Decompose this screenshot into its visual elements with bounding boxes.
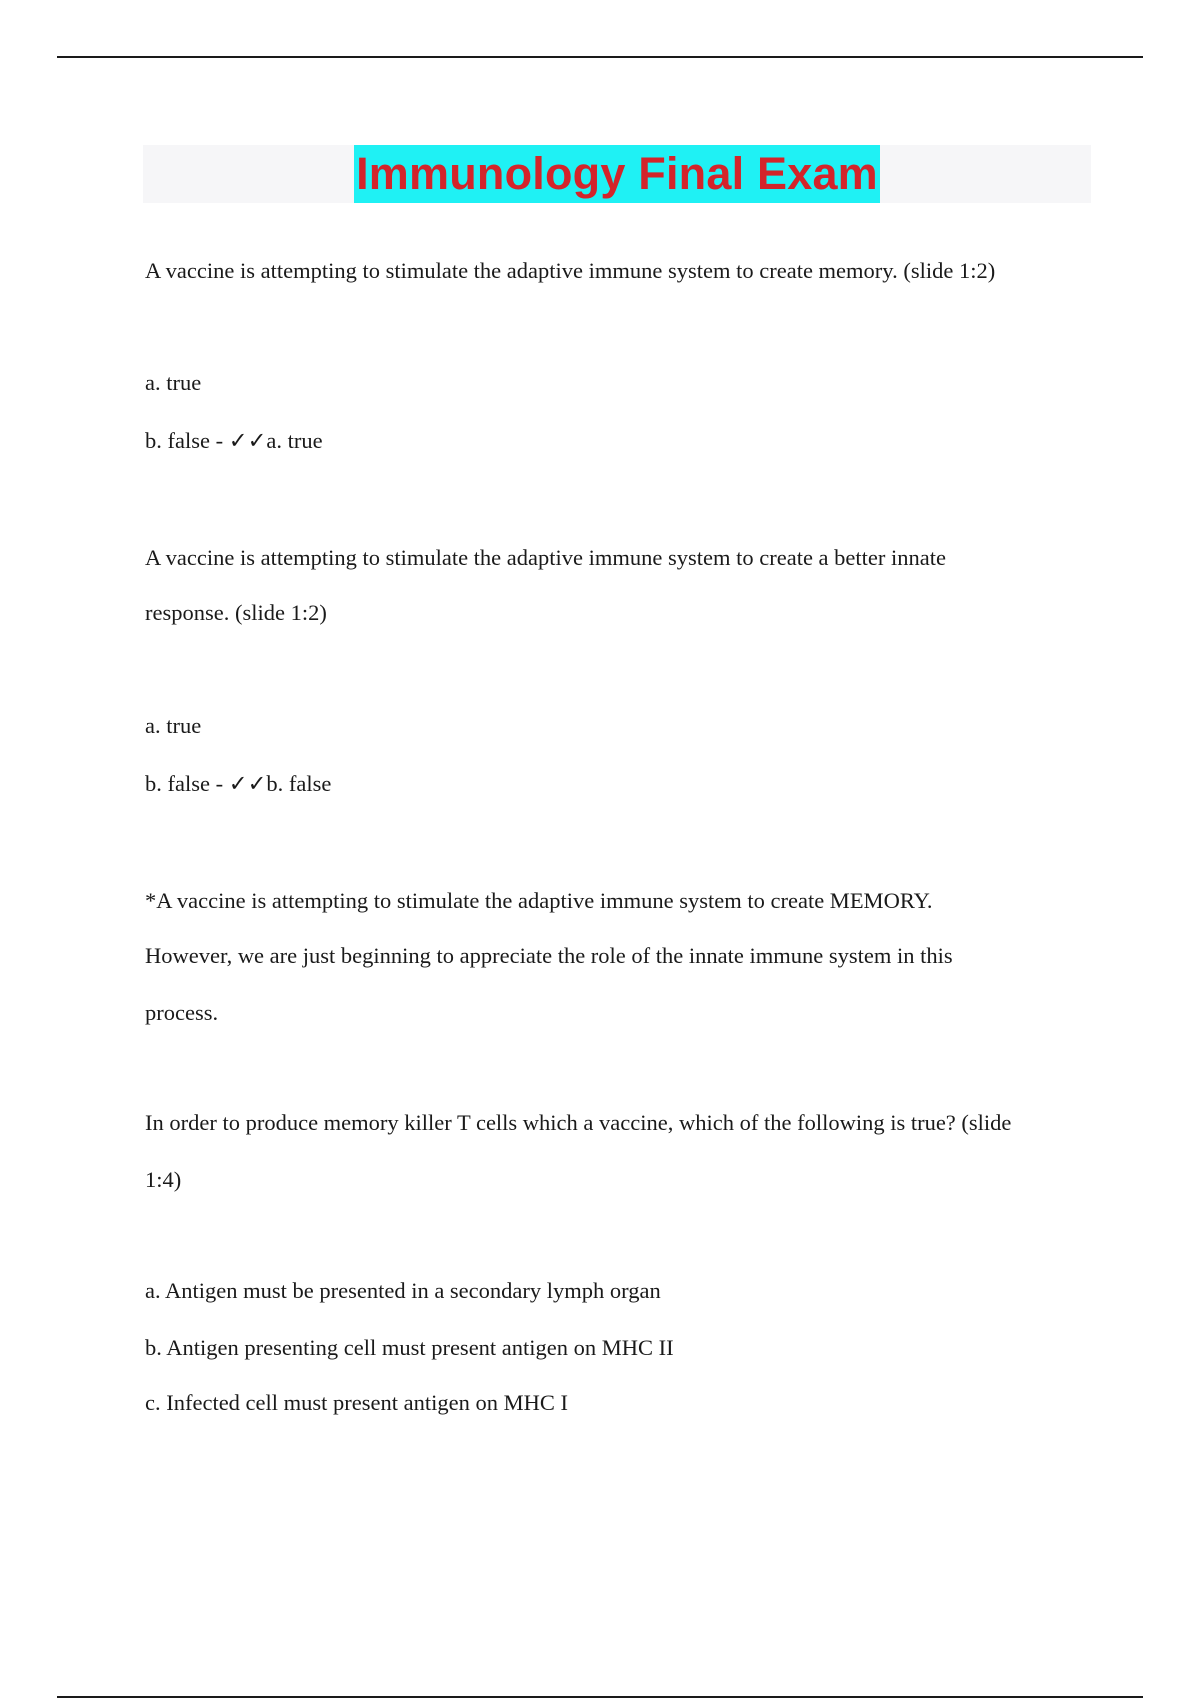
note-line-1: *A vaccine is attempting to stimulate the adaptive immune system to create MEMORY. — [145, 888, 933, 913]
note-line-3: process. — [145, 1000, 219, 1025]
bottom-rule — [57, 1696, 1143, 1698]
question-3-text-line-1: In order to produce memory killer T cells which a vaccine, which of the following is true? (slide — [145, 1110, 1012, 1135]
question-2-text-line-1: A vaccine is attempting to stimulate the adaptive immune system to create a better innate — [145, 545, 946, 570]
page-title: Immunology Final Exam — [354, 145, 880, 203]
question-1-text: A vaccine is attempting to stimulate the adaptive immune system to create memory. (slide 1:2) — [145, 258, 996, 283]
question-3-option-c: c. Infected cell must present antigen on MHC I — [145, 1390, 568, 1415]
note-line-2: However, we are just beginning to appreciate the role of the innate immune system in this — [145, 943, 953, 968]
question-3-option-a: a. Antigen must be presented in a secondary lymph organ — [145, 1278, 661, 1303]
question-3-text-line-2: 1:4) — [145, 1167, 182, 1192]
question-2-text-line-2: response. (slide 1:2) — [145, 600, 327, 625]
question-3-option-b: b. Antigen presenting cell must present antigen on MHC II — [145, 1335, 674, 1360]
question-2-option-a: a. true — [145, 713, 202, 738]
question-1-option-a: a. true — [145, 370, 202, 395]
top-rule — [57, 56, 1143, 58]
question-2-option-b-answer: b. false - ✓✓b. false — [145, 771, 332, 796]
title-band — [143, 145, 1091, 203]
question-1-option-b-answer: b. false - ✓✓a. true — [145, 428, 323, 453]
